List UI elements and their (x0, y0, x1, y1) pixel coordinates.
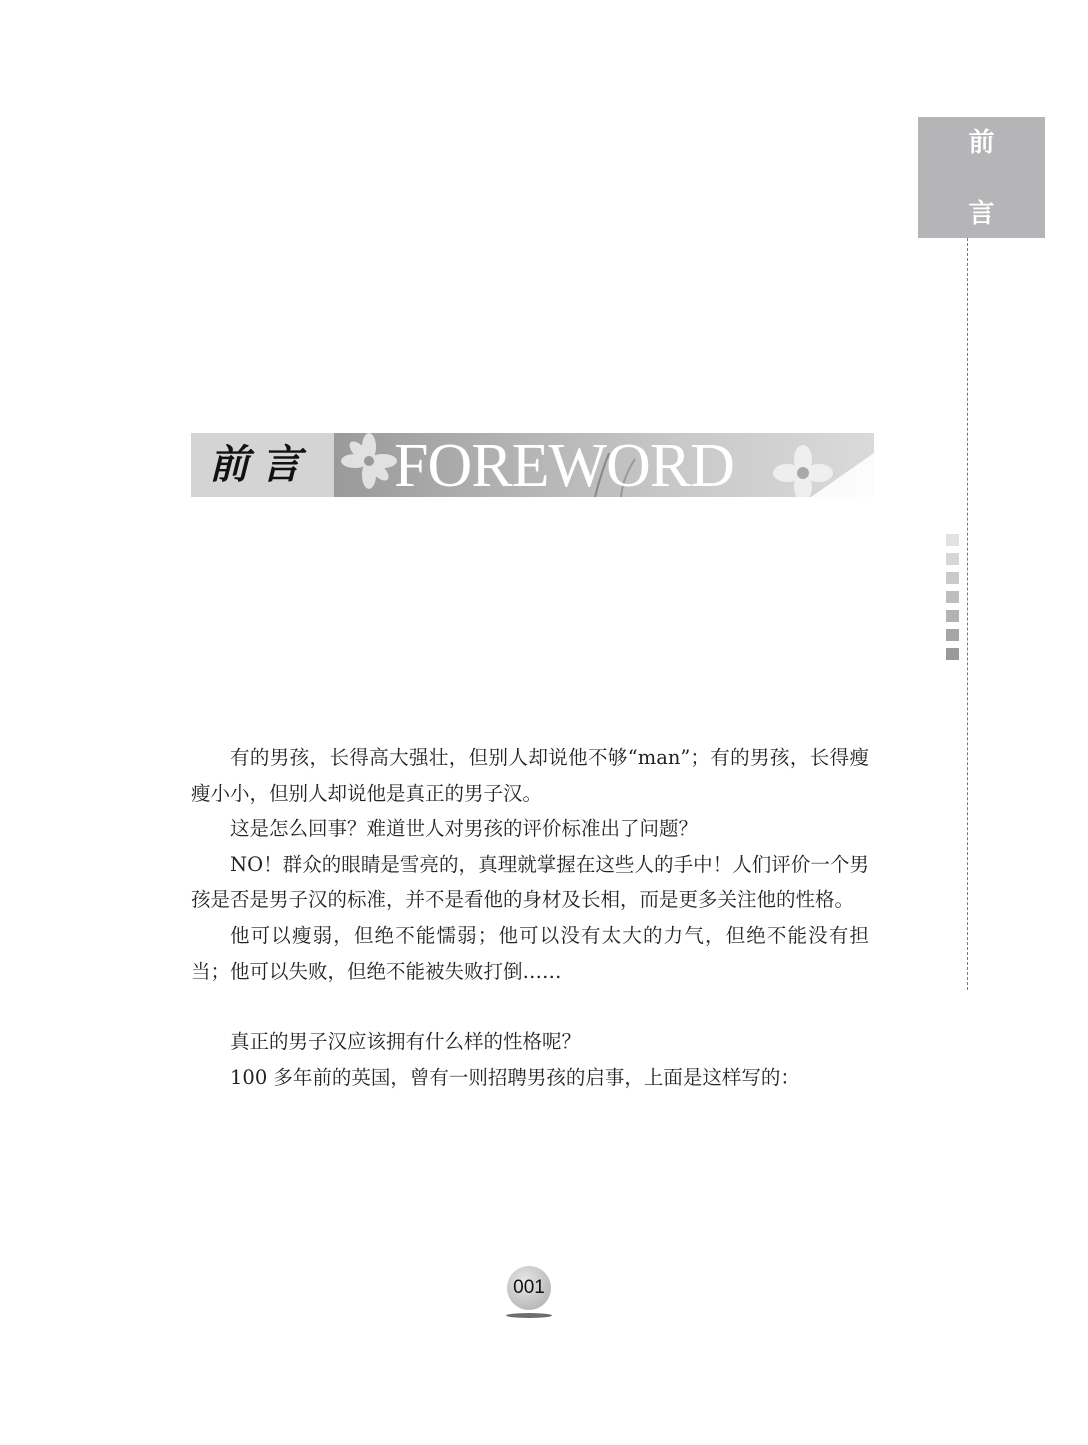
decorative-square (946, 610, 959, 622)
side-tab-char-1: 前 (968, 128, 995, 158)
paragraph: 100 多年前的英国，曾有一则招聘男孩的启事，上面是这样写的： (230, 1065, 800, 1089)
banner-title-cn: 前言 (209, 441, 313, 488)
paragraph: 真正的男子汉应该拥有什么样的性格呢？ (230, 1030, 582, 1054)
decorative-square (946, 591, 959, 603)
side-decorative-squares (946, 534, 960, 667)
decorative-square (946, 629, 959, 641)
decorative-square (946, 553, 959, 565)
side-tab-char-2: 言 (968, 199, 995, 229)
foreword-body (191, 740, 869, 1095)
banner-title-en: FOREWORD (394, 433, 734, 497)
paragraph: NO！群众的眼睛是雪亮的，真理就掌握在这些人的手中！人们评价一个男孩是否是男子汉的标准，并不是看他的身材及长相，而是更多关注他的性格。 (191, 852, 869, 912)
paragraph: 这是怎么回事？难道世人对男孩的评价标准出了问题？ (230, 817, 699, 841)
decorative-square (946, 534, 959, 546)
paragraph: 他可以瘦弱，但绝不能懦弱；他可以没有太大的力气，但绝不能没有担当；他可以失败，但绝不能被失败打倒…… (191, 923, 869, 983)
foreword-banner (191, 433, 874, 497)
side-dashed-line (967, 238, 968, 990)
paragraph: 有的男孩，长得高大强壮，但别人却说他不够“man”；有的男孩，长得瘦瘦小小，但别人却说他是真正的男子汉。 (191, 746, 869, 805)
decorative-square (946, 648, 959, 660)
page-number-shadow (506, 1313, 552, 1318)
decorative-square (946, 572, 959, 584)
chapter-side-tab (918, 117, 1045, 238)
page-number: 001 (507, 1266, 551, 1310)
